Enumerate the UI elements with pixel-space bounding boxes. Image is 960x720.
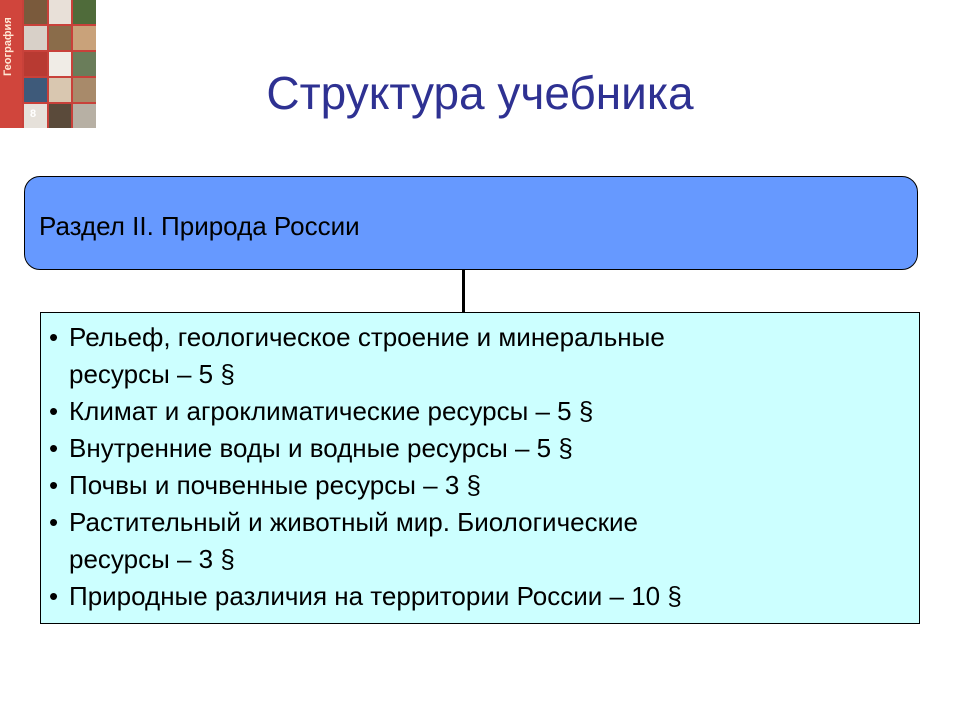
cover-photo-tile xyxy=(49,26,72,50)
section-label: Раздел II. Природа России xyxy=(39,211,360,241)
topic-item xyxy=(47,467,919,504)
bullet-icon: • xyxy=(49,581,59,611)
connector-line xyxy=(462,270,465,312)
topic-text: Климат и агроклиматические ресурсы – 5 § xyxy=(69,396,594,426)
topic-item xyxy=(47,504,919,578)
bullet-icon: • xyxy=(49,470,59,500)
bullet-icon: • xyxy=(49,433,59,463)
cover-photo-tile xyxy=(24,0,47,24)
topic-text: Внутренние воды и водные ресурсы – 5 § xyxy=(69,433,573,463)
topic-text: Природные различия на территории России – 10 § xyxy=(69,581,682,611)
topic-text: Рельеф, геологическое строение и минеральные xyxy=(69,322,665,352)
bullet-icon: • xyxy=(49,396,59,426)
topic-item xyxy=(47,393,919,430)
topic-text-continuation: ресурсы – 3 § xyxy=(69,544,235,574)
cover-photo-tile xyxy=(73,26,96,50)
topics-box xyxy=(40,312,920,624)
bullet-icon: • xyxy=(49,322,59,352)
topic-text-continuation: ресурсы – 5 § xyxy=(69,359,235,389)
slide-title: Структура учебника xyxy=(266,67,694,119)
topic-item xyxy=(47,430,919,467)
topic-item xyxy=(47,319,919,393)
cover-grade: 8 xyxy=(30,108,37,120)
topic-item xyxy=(47,578,919,615)
section-header-box xyxy=(24,176,918,270)
cover-photo-tile xyxy=(49,0,72,24)
cover-photo-tile xyxy=(73,0,96,24)
cover-spine-text: География xyxy=(2,17,14,76)
topic-text: Растительный и животный мир. Биологические xyxy=(69,507,638,537)
topic-text: Почвы и почвенные ресурсы – 3 § xyxy=(69,470,482,500)
cover-photo-tile xyxy=(24,26,47,50)
bullet-icon: • xyxy=(49,507,59,537)
topics-list xyxy=(41,313,919,615)
